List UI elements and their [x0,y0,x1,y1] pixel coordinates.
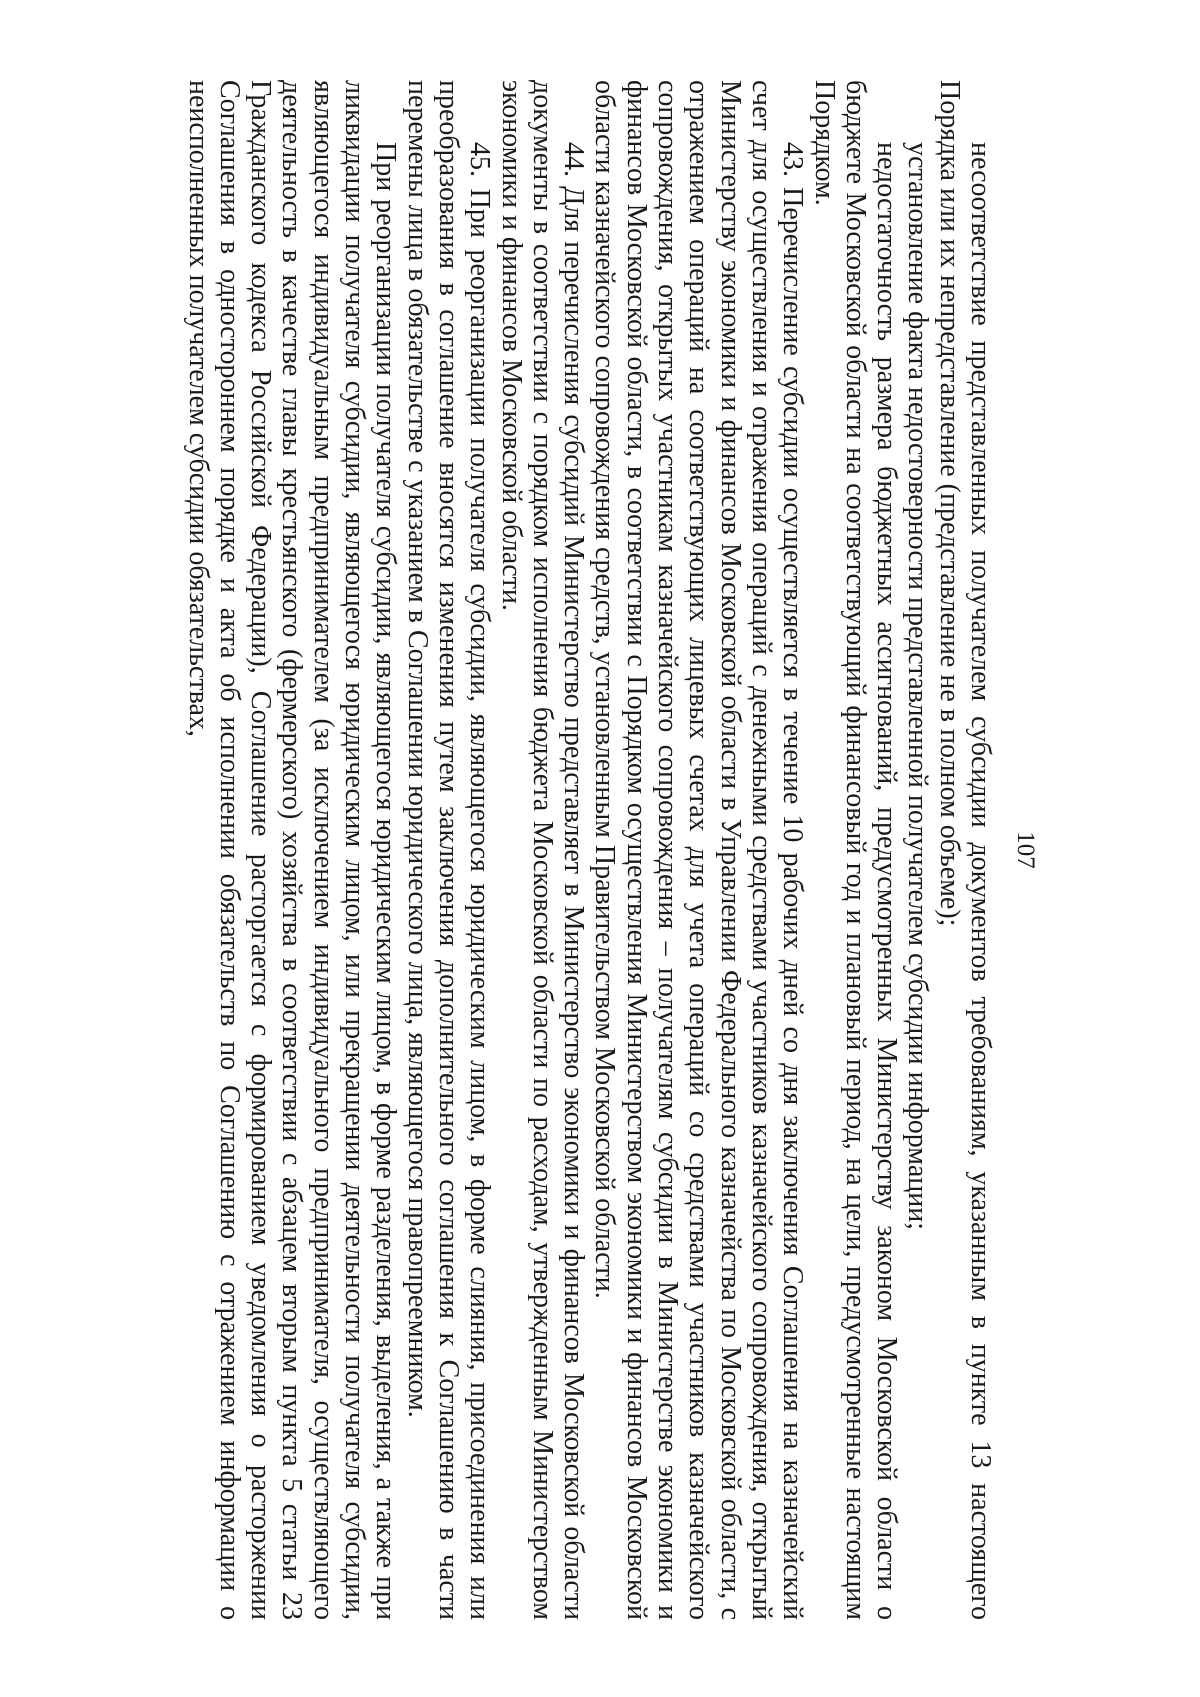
paragraph-1: несоответствие представленных получателем субсидии документов требованиям, указанным в пункте 13 настоящего Порядка или их непредставление (представление не в полном объеме); [933,80,996,1620]
rotated-page-content [182,80,1040,1620]
paragraph-4: 43. Перечисление субсидии осуществляется в течение 10 рабочих дней со дня заключения Соглашения на казначейский счет для осуществления и отражения операций с денежными средствами участников казначейского сопровождения, открытый Министерству экономики и финансов Московской области в Управлении Федерального казначейства по Московской области, с отражением операций на соответствующих лицевых счетах для учета операций со средствами участников казначейского сопровождения, открытых участникам казначейского сопровождения – получателям субсидии в Министерстве экономики и финансов Московской области, в соответствии с Порядком осуществления Министерством экономики и финансов Московской области казначейского сопровождения средств, установленным Правительством Московской области. [589,80,809,1620]
paragraph-7: При реорганизации получателя субсидии, являющегося юридическим лицом, в форме разделения, выделения, а также при ликвидации получателя субсидии, являющегося юридическим лицом, или прекращении деятельности получателя субсидии, являющегося индивидуальным предпринимателем (за исключением индивидуального предпринимателя, осуществляющего деятельность в качестве главы крестьянского (фермерского) хозяйства в соответствии с абзацем вторым пункта 5 статьи 23 Гражданского кодекса Российской Федерации), Соглашение расторгается с формированием уведомления о расторжении Соглашения в одностороннем порядке и акта об исполнении обязательств по Соглашению с отражением информации о неисполненных получателем субсидии обязательствах, [182,80,402,1620]
paragraph-3: недостаточность размера бюджетных ассигнований, предусмотренных Министерству законом Московской области о бюджете Московской области на соответствующий финансовый год и плановый период, на цели, предусмотренные настоящим Порядком. [808,80,903,1620]
paragraph-2: установление факта недостоверности представленной получателем субсидии информации; [902,142,934,1230]
page-number: 107 [1012,831,1039,869]
paragraph-5: 44. Для перечисления субсидий Министерство представляет в Министерство экономики и финансов Московской области документы в соответствии с порядком исполнения бюджета Московской области по расходам, утвержденным Министерством экономики и финансов Московской области. [495,80,590,1620]
paragraph-6: 45. При реорганизации получателя субсидии, являющегося юридическим лицом, в форме слияния, присоединения или преобразования в соглашение вносятся изменения путем заключения дополнительного соглашения к Соглашению в части перемены лица в обязательстве с указанием в Соглашении юридического лица, являющегося правопреемником. [401,80,496,1620]
